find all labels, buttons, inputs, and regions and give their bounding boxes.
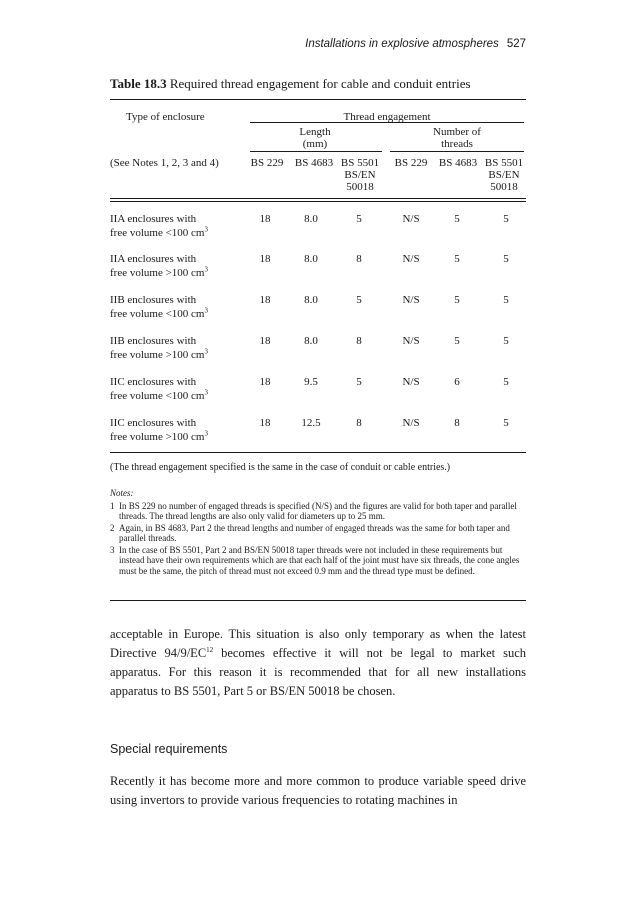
cell-bs4683-length: 9.5: [304, 376, 318, 388]
cell-bs229-threads: N/S: [402, 376, 420, 388]
cell-bs229-threads: N/S: [402, 417, 420, 429]
row-label: IIA enclosures with free volume >100 $cm^3$: [110, 253, 208, 279]
cell-bs229-length: 18: [259, 213, 271, 225]
cell-bs229-length: 18: [259, 335, 271, 347]
cell-bs4683-threads: 5: [454, 253, 460, 265]
header-bs229-threads: BS 229: [394, 157, 428, 169]
header-type-of-enclosure: Type of enclosure: [126, 111, 205, 123]
table-bottom-rule: [110, 452, 526, 453]
table-title-text: Required thread engagement for cable and conduit entries: [169, 76, 471, 91]
cell-bs4683-length: 8.0: [304, 213, 318, 225]
cell-bs5501-threads: 5: [503, 213, 509, 225]
page-number: 527: [506, 38, 526, 50]
table-title: [110, 76, 526, 92]
header-bottom-rule: [110, 198, 526, 199]
table-row: [110, 334, 526, 364]
table-row: [110, 212, 526, 242]
bs5501-threads-line1: BS 5501: [484, 157, 524, 169]
header-bs4683: BS 4683: [294, 157, 334, 169]
row-label: IIB enclosures with free volume <100 $cm^3$: [110, 294, 208, 320]
cell-bs4683-threads: 5: [454, 294, 460, 306]
table-notes: [110, 488, 526, 577]
running-head: [110, 38, 526, 50]
table-row: [110, 252, 526, 282]
cell-bs4683-threads: 6: [454, 376, 460, 388]
bs5501-threads-line3: 50018: [490, 181, 518, 193]
row-label: IIC enclosures with free volume <100 $cm^3$: [110, 376, 208, 402]
cell-bs229-length: 18: [259, 294, 271, 306]
cell-bs5501-threads: 5: [503, 253, 509, 265]
cell-bs5501-length: 5: [356, 213, 362, 225]
cell-bs5501-length: 8: [356, 335, 362, 347]
header-number-unit: threads: [441, 138, 473, 150]
table-top-rule: [110, 99, 526, 100]
header-number: Number of: [433, 126, 481, 138]
header-see-notes: (See Notes 1, 2, 3 and 4): [110, 157, 219, 169]
cell-bs5501-length: 5: [356, 294, 362, 306]
table-caption: (The thread engagement specified is the same in the case of conduit or cable entries.): [110, 462, 451, 473]
cell-bs229-length: 18: [259, 376, 271, 388]
note-item: 2 Again, in BS 4683, Part 2 the thread lengths and number of engaged threads was the same for both taper and parallel threads.: [110, 522, 510, 543]
cell-bs229-threads: N/S: [402, 294, 420, 306]
cell-bs5501-threads: 5: [503, 417, 509, 429]
running-title: Installations in explosive atmospheres: [305, 38, 499, 50]
cell-bs229-threads: N/S: [402, 213, 420, 225]
header-bs4683-threads: BS 4683: [438, 157, 478, 169]
header-bs5501-threads: [482, 157, 526, 193]
cell-bs4683-length: 8.0: [304, 253, 318, 265]
table-row: [110, 293, 526, 323]
thread-engagement-rule: [250, 122, 524, 123]
cell-bs5501-length: 8: [356, 417, 362, 429]
table-row: [110, 375, 526, 405]
cell-bs5501-threads: 5: [503, 294, 509, 306]
bs5501-line3: 50018: [346, 181, 374, 193]
cell-bs5501-length: 8: [356, 253, 362, 265]
body-paragraph-2: Recently it has become more and more common to produce variable speed drive using invertors to provide various frequencies to rotating machines in: [110, 774, 526, 807]
row-label: IIB enclosures with free volume >100 $cm^3$: [110, 335, 208, 361]
cell-bs5501-length: 5: [356, 376, 362, 388]
header-bs5501: [338, 157, 382, 193]
cell-bs229-threads: N/S: [402, 335, 420, 347]
bs5501-line2: BS/EN: [344, 169, 376, 181]
number-rule: [390, 151, 524, 152]
notes-title: Notes:: [110, 488, 134, 498]
note-item: 3 In the case of BS 5501, Part 2 and BS/EN 50018 taper threads were not included in these requirements but instead have their own requirements which are that each half of the joint must have six threads, the cone angles must be the same, the pitch of thread must not exceed 0.9 mm and the thread type must be defined.: [110, 544, 520, 576]
cell-bs4683-threads: 5: [454, 335, 460, 347]
cell-bs4683-threads: 8: [454, 417, 460, 429]
notes-bottom-rule: [110, 600, 526, 601]
cell-bs229-threads: N/S: [402, 253, 420, 265]
table-label: Table 18.3: [110, 76, 167, 91]
bs5501-line1: BS 5501: [340, 157, 380, 169]
header-bs229: BS 229: [250, 157, 284, 169]
cell-bs4683-threads: 5: [454, 213, 460, 225]
row-label: IIA enclosures with free volume <100 $cm^3$: [110, 213, 208, 239]
length-rule: [250, 151, 382, 152]
cell-bs4683-length: 8.0: [304, 294, 318, 306]
cell-bs5501-threads: 5: [503, 376, 509, 388]
row-label: IIC enclosures with free volume >100 $cm^3$: [110, 417, 208, 443]
header-length: Length: [299, 126, 331, 138]
header-length-unit: (mm): [302, 138, 328, 150]
section-subheading: Special requirements: [110, 742, 228, 756]
cell-bs5501-threads: 5: [503, 335, 509, 347]
note-item: 1 In BS 229 no number of engaged threads is specified (N/S) and the figures are valid for both taper and parallel threads. The thread lengths are also only valid for diameters up to 25 mm.: [110, 500, 517, 521]
bs5501-threads-line2: BS/EN: [488, 169, 520, 181]
cell-bs229-length: 18: [259, 253, 271, 265]
cell-bs229-length: 18: [259, 417, 271, 429]
header-bottom-rule-2: [110, 201, 526, 202]
table-row: [110, 416, 526, 446]
cell-bs4683-length: 12.5: [301, 417, 321, 429]
cell-bs4683-length: 8.0: [304, 335, 318, 347]
header-thread-engagement: Thread engagement: [343, 111, 431, 123]
body-paragraph-1: acceptable in Europe. This situation is also only temporary as when the latest Directive 94/9/EC$^{12}$ becomes effective it will not be legal to market such apparatus. For this reason it is recommended that for all new installations apparatus to BS 5501, Part 5 or BS/EN 50018 be chosen.: [110, 627, 526, 698]
